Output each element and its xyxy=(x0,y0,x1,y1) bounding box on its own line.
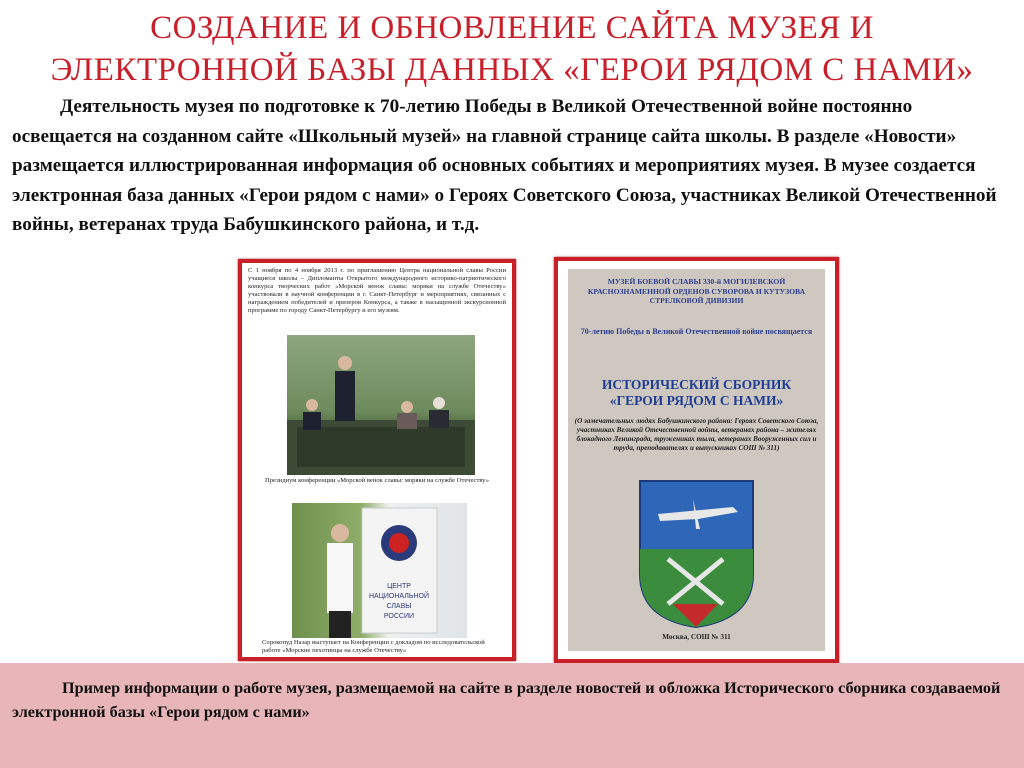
district-coat-of-arms-icon xyxy=(638,479,755,629)
intro-paragraph: Деятельность музея по подготовке к 70-летию Победы в Великой Отечественной войне постоянно освещается на созданном сайте «Школьный музей» на главной странице сайта школы. В разделе «Новости» размещается иллюстрированная информация об основных событиях и мероприятиях музея. В музее создается электронная база данных «Герои рядом с нами» о Героях Советского Союза, участниках Великой Отечественной войны, ветеранах труда Бабушкинского района, и т.д. xyxy=(12,96,997,235)
cover-title xyxy=(568,377,825,409)
speaker-photo xyxy=(292,503,467,638)
photo2-caption: Сорокопуд Назар выступает на Конференции с докладом по исследовательской работе «Морские пехотинцы на службе Отечеству» xyxy=(262,639,485,654)
cover-title-line-2: «ГЕРОИ РЯДОМ С НАМИ» xyxy=(609,393,784,408)
book-cover-image xyxy=(554,257,839,663)
svg-text:РОССИИ: РОССИИ xyxy=(383,613,415,620)
conference-presidium-photo xyxy=(287,335,475,475)
cover-dedication: 70-летию Победы в Великой Отечественной войне посвящается xyxy=(580,327,813,336)
speaker-illustration xyxy=(292,503,467,638)
svg-text:НАЦИОНАЛЬНОЙ: НАЦИОНАЛЬНОЙ xyxy=(369,593,429,600)
photo1-caption: Президиум конференции «Морской венок славы: моряки на службе Отечеству» xyxy=(265,477,489,484)
cover-title-line-1: ИСТОРИЧЕСКИЙ СБОРНИК xyxy=(601,377,792,392)
bottom-caption: Пример информации о работе музея, размещаемой на сайте в разделе новостей и обложка Исторического сборника создаваемой электронной базы «Герои рядом с нами» xyxy=(12,679,1001,721)
page-title-line-1: СОЗДАНИЕ И ОБНОВЛЕНИЕ САЙТА МУЗЕЯ И xyxy=(150,10,874,46)
cover-description: (О замечательных людях Бабушкинского района: Героях Советского Союза, участниках Великой Отечественной войны, ветеранах района – жителях блокадного Ленинграда, тружениках тыла, ветеранах Вооруженных сил и труда, преподавателях и выпускниках СОШ № 311) xyxy=(574,417,819,452)
presidium-illustration xyxy=(287,335,475,475)
cover-header: МУЗЕЙ БОЕВОЙ СЛАВЫ 330-й МОГИЛЕВСКОЙ КРАСНОЗНАМЕННОЙ ОРДЕНОВ СУВОРОВА И КУТУЗОВА СТРЕЛКОВОЙ ДИВИЗИИ xyxy=(587,277,806,305)
page-title-line-2: ЭЛЕКТРОННОЙ БАЗЫ ДАННЫХ «ГЕРОИ РЯДОМ С НАМИ» xyxy=(50,52,974,88)
cover-footer: Москва, СОШ № 311 xyxy=(662,633,731,641)
article-text: С 1 ноября по 4 ноября 2013 г. по приглашению Центра национальной славы России учащиеся школы – Дипломанты Открытого международного историко-патриотического конкурса творческих работ «Морской венок славы: моряки на службе Отечеству» участвовали в научной конференции в г. Санкт-Петербург и мероприятиях, связанных с награждением победителей и призеров Конкурса, а также в насыщенной экскурсионной программе по городу Санкт-Петербургу и его музеям. xyxy=(248,267,506,314)
book-cover xyxy=(568,269,825,651)
svg-text:СЛАВЫ: СЛАВЫ xyxy=(386,603,412,610)
news-article-image xyxy=(238,259,516,661)
svg-text:ЦЕНТР: ЦЕНТР xyxy=(387,583,411,590)
